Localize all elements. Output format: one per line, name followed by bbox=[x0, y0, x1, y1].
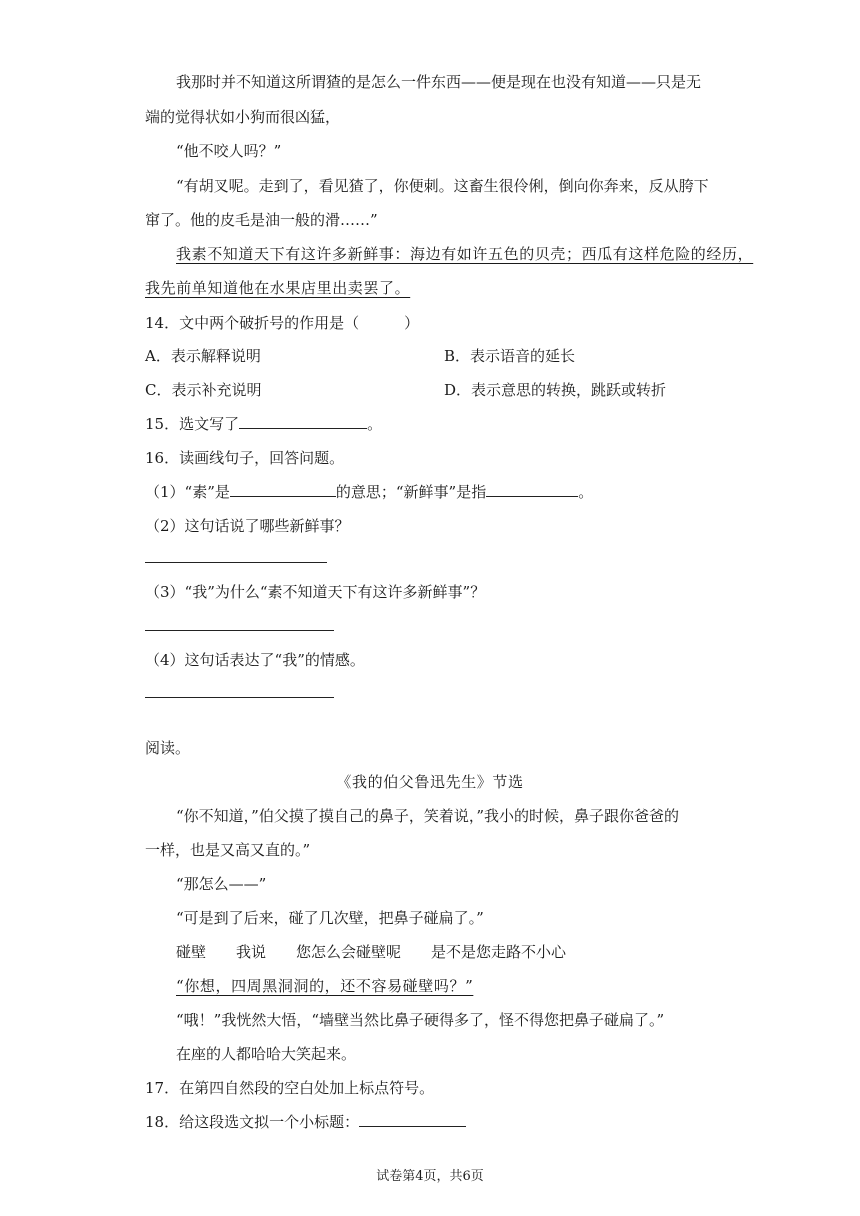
passage1-line1: 我那时并不知道这所谓猹的是怎么一件东西——便是现在也没有知道——只是无 bbox=[176, 73, 702, 91]
q16-4-answer-line[interactable] bbox=[145, 697, 334, 698]
q16-3-answer-line[interactable] bbox=[145, 630, 334, 631]
question-14: 14．文中两个破折号的作用是（ ） bbox=[145, 314, 420, 332]
passage1-line4: 窜了。他的皮毛是油一般的滑……” bbox=[145, 211, 378, 229]
q16-2-answer-line[interactable] bbox=[145, 562, 327, 563]
q15-prefix: 15．选文写了 bbox=[145, 415, 240, 433]
passage2-blank-punctuation-paragraph: 碰壁 我说 您怎么会碰壁呢 是不是您走路不小心 bbox=[176, 943, 567, 961]
passage2-line4: “可是到了后来，碰了几次壁，把鼻子碰扁了。” bbox=[176, 909, 484, 927]
question-17: 17．在第四自然段的空白处加上标点符号。 bbox=[145, 1079, 435, 1097]
q14-option-c[interactable]: C．表示补充说明 bbox=[145, 381, 262, 399]
question-16: 16．读画线句子，回答问题。 bbox=[145, 449, 345, 467]
question-16-2: （2）这句话说了哪些新鲜事？ bbox=[145, 517, 350, 535]
question-16-1 bbox=[145, 482, 593, 502]
q16-1-blank-1[interactable] bbox=[230, 482, 336, 497]
q16-1-part-b: 的意思；“新鲜事”是指 bbox=[335, 483, 487, 501]
q18-answer-blank[interactable] bbox=[359, 1112, 466, 1127]
passage1-line2: 端的觉得状如小狗而很凶猛， bbox=[145, 108, 341, 126]
q14-option-a[interactable]: A．表示解释说明 bbox=[145, 347, 261, 365]
q16-1-part-c: 。 bbox=[578, 483, 594, 501]
passage2-underlined-line: “你想，四周黑洞洞的，还不容易碰壁吗？” bbox=[176, 977, 474, 995]
question-18 bbox=[145, 1112, 466, 1132]
passage2-line1: “你不知道，”伯父摸了摸自己的鼻子，笑着说，”我小的时候，鼻子跟你爸爸的 bbox=[176, 807, 680, 825]
passage2-line7: 在座的人都哈哈大笑起来。 bbox=[176, 1045, 357, 1063]
passage1-dialogue-1: “他不咬人吗？” bbox=[176, 142, 282, 160]
reading-intro: 阅读。 bbox=[145, 739, 191, 757]
question-16-4: （4）这句话表达了“我”的情感。 bbox=[145, 651, 365, 669]
passage1-line3: “有胡叉呢。走到了，看见猹了，你便刺。这畜生很伶俐，倒向你奔来，反从胯下 bbox=[176, 177, 709, 195]
q16-1-part-a: （1）“素”是 bbox=[145, 483, 230, 501]
page-footer: 试卷第4页，共6页 bbox=[376, 1169, 484, 1184]
q18-text: 18．给这段选文拟一个小标题： bbox=[145, 1113, 360, 1131]
question-15 bbox=[145, 414, 382, 434]
q15-suffix: 。 bbox=[367, 415, 383, 433]
question-16-3: （3）“我”为什么“素不知道天下有这许多新鲜事”？ bbox=[145, 583, 486, 601]
q14-option-b[interactable]: B．表示语音的延长 bbox=[444, 347, 576, 365]
passage2-title: 《我的伯父鲁迅先生》节选 bbox=[336, 773, 524, 791]
q16-1-blank-2[interactable] bbox=[486, 482, 578, 497]
underlined-sentence-line1: 我素不知道天下有这许多新鲜事：海边有如许五色的贝壳；西瓜有这样危险的经历， bbox=[176, 245, 754, 263]
q14-option-d[interactable]: D．表示意思的转换，跳跃或转折 bbox=[444, 381, 667, 399]
q15-answer-blank[interactable] bbox=[239, 414, 367, 429]
passage2-line2: 一样，也是又高又直的。” bbox=[145, 841, 311, 859]
passage2-line3: “那怎么——” bbox=[176, 875, 267, 893]
underlined-sentence-line2: 我先前单知道他在水果店里出卖罢了。 bbox=[145, 279, 411, 297]
passage2-line6: “哦！”我恍然大悟，“墙壁当然比鼻子硬得多了，怪不得您把鼻子碰扁了。” bbox=[176, 1011, 665, 1029]
